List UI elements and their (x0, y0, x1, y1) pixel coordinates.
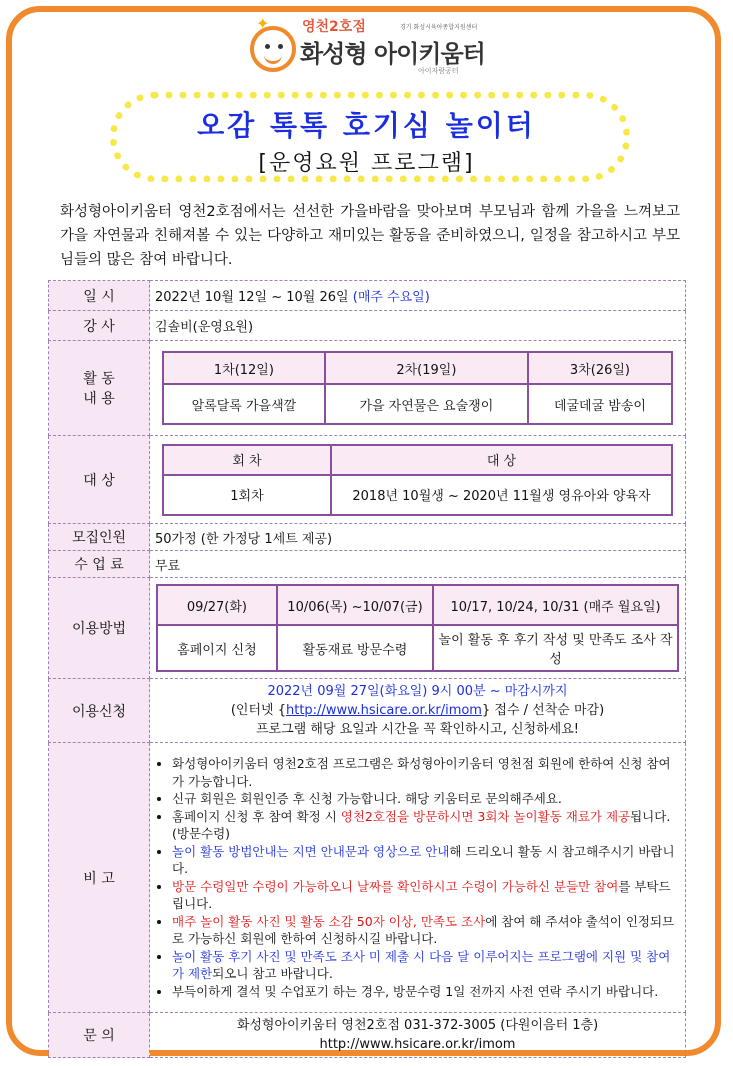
row-recruit (49, 524, 686, 551)
label-activity-1: 활 동 (83, 371, 115, 387)
contact-cell (150, 1013, 686, 1058)
note-highlight: 방문 수령일만 수령이 가능하오니 날짜를 확인하시고 수령이 가능하신 분들만 참여 (172, 878, 619, 894)
label-apply: 이용신청 (49, 679, 150, 743)
activity-item: 데굴데굴 밤송이 (528, 384, 672, 424)
note-item: • 화성형아이키움터 영천2호점 프로그램은 화성형아이키움터 영천점 회원에 한하여 신청 참여가 가능합니다. (172, 755, 679, 790)
smile-face-icon (250, 26, 296, 72)
value-date (150, 281, 686, 311)
page-title: 오감 톡톡 호기심 놀이터 (197, 109, 536, 142)
apply-period: 2022년 09월 27일(화요일) 9시 00분 ~ 마감시까지 (267, 684, 568, 699)
row-apply (49, 679, 686, 743)
usage-header: 10/17, 10/24, 10/31 (매주 월요일) (433, 585, 678, 625)
note-item (172, 948, 679, 983)
note-item (172, 808, 679, 843)
usage-cell (150, 578, 686, 679)
usage-header: 09/27(화) (157, 585, 277, 625)
logo-name: 화성형 아이키움터 (300, 40, 485, 68)
row-date (49, 281, 686, 311)
note-item (172, 878, 679, 913)
note-text: 에 참여 해 주셔야 출석이 인정되므로 가능하신 회원에 한하여 신청하시길 바랍니다. (172, 913, 675, 946)
contact-info: 화성형아이키움터 영천2호점 031-372-3005 (다원이음터 1층) (236, 1018, 599, 1033)
star-icon: ✦ (256, 14, 270, 33)
note-text: 됩니다.(방문수령) (172, 808, 671, 841)
usage-header: 10/06(목) ~10/07(금) (277, 585, 433, 625)
note-highlight: 영천2호점을 방문하시면 3회차 놀이활동 재료가 제공 (340, 808, 631, 824)
activity-item: 가을 자연물은 요술쟁이 (325, 384, 528, 424)
label-recruit: 모집인원 (49, 524, 150, 551)
contact-url-link[interactable]: http://www.hsicare.or.kr/imom (319, 1037, 516, 1052)
row-fee (49, 551, 686, 578)
target-header: 회 차 (163, 445, 331, 475)
activity-cell (150, 341, 686, 436)
label-usage: 이용방법 (49, 578, 150, 679)
target-header: 대 상 (331, 445, 672, 475)
row-notes (49, 743, 686, 1013)
row-activity (49, 341, 686, 436)
logo-branch: 영천2호점 (302, 19, 366, 35)
label-notes: 비 고 (49, 743, 150, 1013)
usage-step: 활동재료 방문수령 (277, 625, 433, 671)
apply-cell (150, 679, 686, 743)
info-table (48, 280, 686, 1058)
note-text: 되오니 참고 바랍니다. (212, 966, 333, 981)
usage-step: 홈페이지 신청 (157, 625, 277, 671)
label-contact: 문 의 (49, 1013, 150, 1058)
label-activity-2: 내 용 (83, 391, 115, 407)
apply-method-suffix: } 접수 / 선착순 마감) (481, 703, 605, 718)
row-contact (49, 1013, 686, 1058)
note-text: 를 부탁드립니다. (172, 878, 671, 911)
activity-item: 알록달록 가을색깔 (163, 384, 325, 424)
note-highlight: 매주 놀이 활동 사진 및 활동 소감 50자 이상, 만족도 조사 (172, 913, 486, 929)
note-highlight: 놀이 활동 후기 사진 및 만족도 조사 미 제출 시 다음 달 이루어지는 프로그램에 지원 및 참여가 제한 (172, 948, 671, 981)
apply-url-link[interactable]: http://www.hsicare.or.kr/imom (286, 703, 482, 718)
note-item: • 신규 회원은 회원인증 후 신청 가능합니다. 해당 키움터로 문의해주세요. (172, 790, 679, 808)
usage-step: 놀이 활동 후 후기 작성 및 만족도 조사 작성 (433, 625, 678, 671)
label-fee: 수 업 료 (49, 551, 150, 578)
row-target (49, 436, 686, 524)
target-cell (150, 436, 686, 524)
value-teacher: 김솔비(운영요원) (150, 311, 686, 341)
note-item: • 부득이하게 결석 및 수업포기 하는 경우, 방문수령 1일 전까지 사전 연락 주시기 바랍니다. (172, 983, 679, 1001)
label-activity (49, 341, 150, 436)
page-subtitle: [운영요원 프로그램] (258, 151, 475, 176)
note-text: 해 드리오니 활동 시 참고해주시기 바랍니다. (172, 843, 675, 876)
note-item (172, 843, 679, 878)
value-recruit: 50가정 (한 가정당 1세트 제공) (150, 524, 686, 551)
apply-notice: 프로그램 해당 요일과 시간을 꼭 확인하시고, 신청하세요! (256, 722, 579, 737)
logo-sub: 아이자람공터 (418, 67, 459, 75)
apply-method (155, 701, 680, 720)
activity-table (162, 351, 673, 425)
usage-table (156, 584, 679, 672)
label-teacher: 강 사 (49, 311, 150, 341)
date-highlight: (매주 수요일) (352, 290, 430, 305)
activity-header: 1차(12일) (163, 352, 325, 384)
row-usage (49, 578, 686, 679)
label-date: 일 시 (49, 281, 150, 311)
apply-method-prefix: (인터넷 { (230, 703, 286, 718)
notes-cell (150, 743, 686, 1013)
date-range: 2022년 10월 12일 ~ 10월 26일 (155, 290, 349, 305)
notes-list (156, 755, 679, 1000)
target-table (162, 444, 673, 516)
activity-header: 3차(26일) (528, 352, 672, 384)
target-age: 2018년 10월생 ~ 2020년 11월생 영유아와 양육자 (331, 475, 672, 515)
value-fee: 무료 (150, 551, 686, 578)
activity-header: 2차(19일) (325, 352, 528, 384)
logo-org: 경기 화성시육아종합지원센터 (400, 24, 478, 31)
note-item (172, 913, 679, 948)
label-target: 대 상 (49, 436, 150, 524)
row-teacher (49, 311, 686, 341)
intro-text: 화성형아이키움터 영천2호점에서는 선선한 가을바람을 맞아보며 부모님과 함께 가을을 느껴보고 가을 자연물과 친해져볼 수 있는 다양하고 재미있는 활동을 준비하였으니, 일정을 참고하시고 부모님들의 많은 참여 바랍니다. (60, 204, 680, 268)
target-round: 1회차 (163, 475, 331, 515)
note-text: 홈페이지 신청 후 참여 확정 시 (172, 808, 341, 824)
logo (250, 14, 500, 86)
note-highlight: 놀이 활동 방법안내는 지면 안내문과 영상으로 안내 (172, 843, 450, 859)
